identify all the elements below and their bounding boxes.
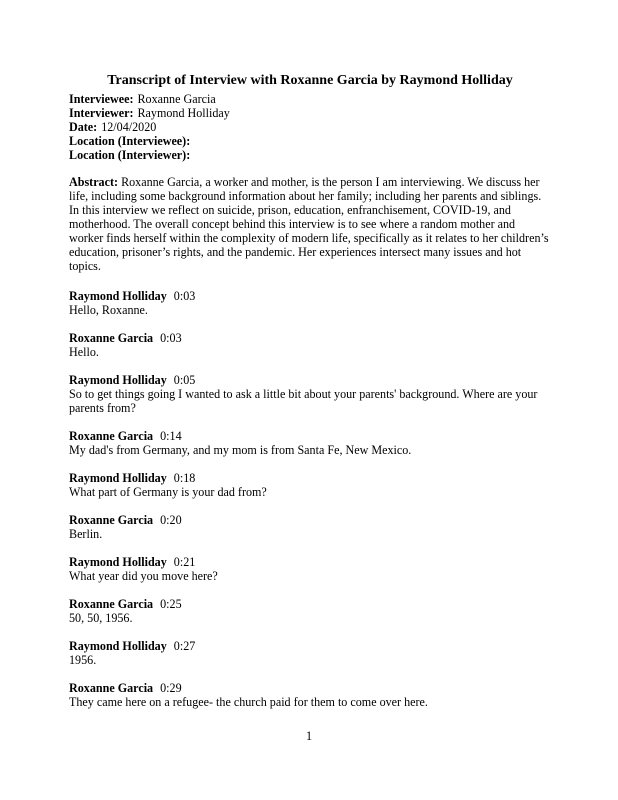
dialogue-list: [69, 289, 551, 709]
meta-value: 12/04/2020: [101, 120, 157, 134]
dialogue-entry: [69, 373, 551, 415]
speaker-name: Raymond Holliday: [69, 471, 167, 485]
dialogue-text: What part of Germany is your dad from?: [69, 485, 267, 499]
dialogue-text: Hello, Roxanne.: [69, 303, 148, 317]
dialogue-entry: [69, 289, 551, 317]
dialogue-entry: [69, 429, 551, 457]
dialogue-speaker-line: [69, 289, 551, 303]
document-title: Transcript of Interview with Roxanne Garcia by Raymond Holliday: [107, 73, 513, 88]
dialogue-entry: [69, 331, 551, 359]
dialogue-entry: [69, 513, 551, 541]
abstract-text: Roxanne Garcia, a worker and mother, is the person I am interviewing. We discuss her life, including some background information about her family; including her parents and siblings. In this interview we reflect on suicide, prison, education, enfranchisement, COVID-19, and motherhood. The overall concept behind this interview is to see where a random mother and worker finds herself within the complexity of modern life, specifically as it relates to her children’s education, prisoner’s rights, and the pandemic. Her experiences intersect many issues and hot topics.: [69, 175, 549, 273]
dialogue-speaker-line: [69, 429, 551, 443]
meta-label: Interviewee:: [69, 92, 134, 106]
abstract-label: Abstract:: [69, 175, 119, 189]
timestamp: 0:29: [160, 681, 182, 695]
timestamp: 0:03: [173, 289, 196, 303]
meta-label: Location (Interviewee):: [69, 134, 191, 148]
dialogue-speaker-line: [69, 471, 551, 485]
speaker-name: Roxanne Garcia: [69, 331, 154, 345]
abstract-paragraph: [69, 175, 551, 273]
speaker-name: Roxanne Garcia: [69, 681, 154, 695]
dialogue-entry: [69, 471, 551, 499]
meta-value: Raymond Holliday: [137, 106, 230, 120]
timestamp: 0:03: [160, 331, 182, 345]
meta-block: [69, 92, 551, 162]
timestamp: 0:20: [160, 513, 182, 527]
dialogue-text: What year did you move here?: [69, 569, 218, 583]
speaker-name: Raymond Holliday: [69, 289, 167, 303]
meta-label: Interviewer:: [69, 106, 134, 120]
speaker-name: Roxanne Garcia: [69, 597, 154, 611]
dialogue-speaker-line: [69, 555, 551, 569]
speaker-name: Raymond Holliday: [69, 373, 167, 387]
timestamp: 0:27: [173, 639, 196, 653]
speaker-name: Roxanne Garcia: [69, 513, 154, 527]
timestamp: 0:05: [173, 373, 196, 387]
dialogue-entry: [69, 639, 551, 667]
timestamp: 0:18: [173, 471, 196, 485]
timestamp: 0:14: [160, 429, 182, 443]
timestamp: 0:21: [173, 555, 196, 569]
timestamp: 0:25: [160, 597, 182, 611]
meta-label: Date:: [69, 120, 98, 134]
dialogue-entry: [69, 681, 551, 709]
page-number: 1: [305, 729, 313, 743]
dialogue-speaker-line: [69, 639, 551, 653]
dialogue-text: 50, 50, 1956.: [69, 611, 133, 625]
dialogue-text: Hello.: [69, 345, 99, 359]
dialogue-text: My dad's from Germany, and my mom is from Santa Fe, New Mexico.: [69, 443, 412, 457]
dialogue-entry: [69, 555, 551, 583]
meta-line: [69, 92, 551, 106]
meta-line: [69, 148, 551, 162]
speaker-name: Raymond Holliday: [69, 555, 167, 569]
meta-line: [69, 106, 551, 120]
meta-line: [69, 120, 551, 134]
speaker-name: Raymond Holliday: [69, 639, 167, 653]
dialogue-text: They came here on a refugee- the church paid for them to come over here.: [69, 695, 428, 709]
dialogue-speaker-line: [69, 681, 551, 695]
meta-value: Roxanne Garcia: [137, 92, 216, 106]
dialogue-entry: [69, 597, 551, 625]
dialogue-text: 1956.: [69, 653, 97, 667]
speaker-name: Roxanne Garcia: [69, 429, 154, 443]
meta-label: Location (Interviewer):: [69, 148, 191, 162]
dialogue-speaker-line: [69, 331, 551, 345]
dialogue-speaker-line: [69, 597, 551, 611]
dialogue-speaker-line: [69, 513, 551, 527]
dialogue-speaker-line: [69, 373, 551, 387]
meta-line: [69, 134, 551, 148]
dialogue-text: So to get things going I wanted to ask a little bit about your parents' background. Where are your parents from?: [69, 387, 538, 415]
dialogue-text: Berlin.: [69, 527, 103, 541]
